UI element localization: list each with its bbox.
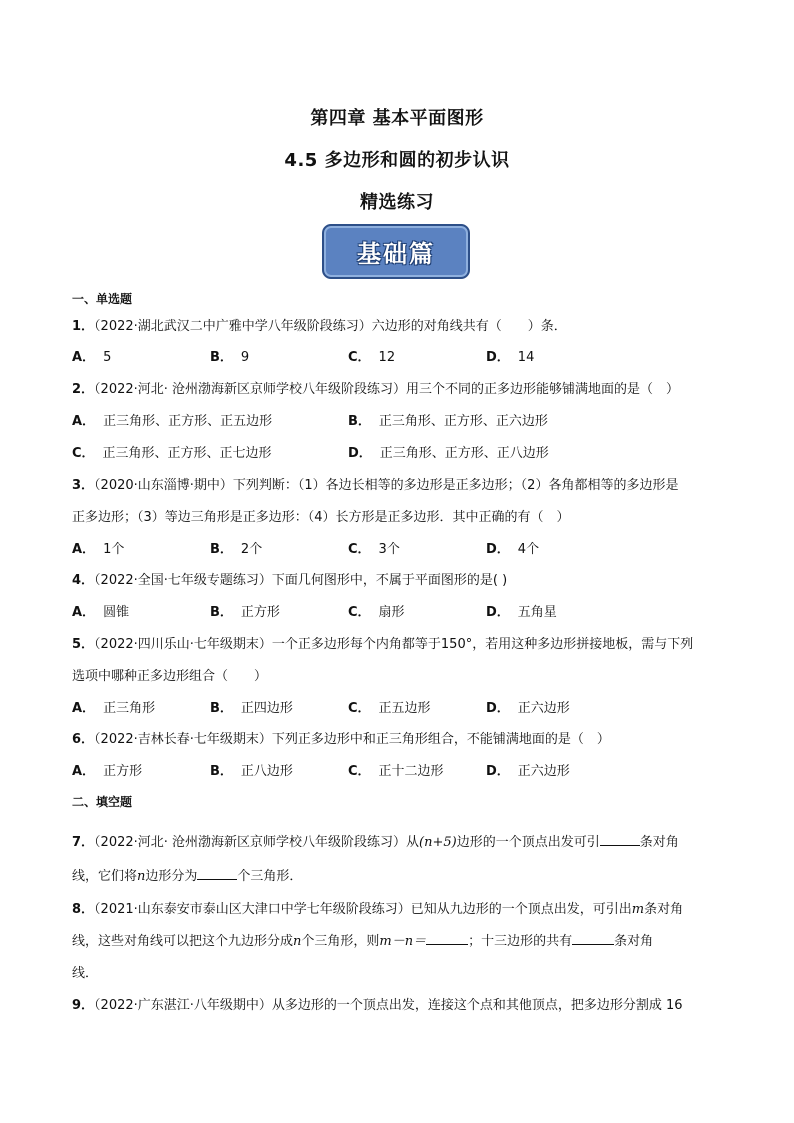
option-b: B． 2个 — [210, 542, 263, 557]
question-8: 8．（2021·山东泰安市泰山区大津口中学七年级阶段练习）已知从九边形的一个顶点出发，可引出m条对角 — [72, 902, 684, 917]
question-1 — [72, 315, 724, 334]
question-5: 5．（2022·四川乐山·七年级期末）一个正多边形每个内角都等于150°，若用这种多边形拼接地板，需与下列 — [72, 637, 694, 652]
option-a: A． 5 — [72, 350, 112, 365]
answer-blank[interactable] — [426, 932, 468, 945]
question-number: 1． — [72, 319, 95, 334]
option-d: D． 4个 — [486, 542, 540, 557]
question-7: 7．（2022·河北· 沧州渤海新区京师学校八年级阶段练习）从(n+5)边形的一个顶点出发可引 条对角 — [72, 835, 679, 850]
chapter-title: 第四章 基本平面图形 — [310, 108, 484, 129]
option-a: A． 正三角形 — [72, 701, 156, 716]
question-6: 6．（2022·吉林长春·七年级期末）下列正多边形中和正三角形组合，不能铺满地面的是（ ） — [72, 732, 610, 747]
answer-blank[interactable] — [197, 867, 237, 880]
question-3-continued: 正多边形；（3）等边三角形是正多边形：（4）长方形是正多边形．其中正确的有（ ） — [72, 510, 570, 525]
level-badge-label: 基础篇 — [357, 239, 435, 268]
option-b: B． 9 — [210, 350, 250, 365]
question-3: 3．（2020·山东淄博·期中）下列判断：（1）各边长相等的多边形是正多边形；（2）各角都相等的多边形是 — [72, 478, 679, 493]
answer-blank[interactable] — [572, 932, 614, 945]
question-2: 2．（2022·河北· 沧州渤海新区京师学校八年级阶段练习）用三个不同的正多边形能够铺满地面的是（ ） — [72, 382, 680, 397]
question-7-continued: 线，它们将n边形分为 个三角形． — [72, 869, 303, 884]
section-heading-fill-blank: 二、填空题 — [72, 795, 133, 809]
question-9: 9．（2022·广东湛江·八年级期中）从多边形的一个顶点出发，连接这个点和其他顶点，把多边形分割成 16 — [72, 998, 683, 1013]
option-d: D． 正三角形、正方形、正八边形 — [348, 446, 549, 461]
question-source: （2022·湖北武汉二中广雅中学八年级阶段练习） — [94, 319, 372, 334]
question-4: 4．（2022·全国·七年级专题练习）下面几何图形中，不属于平面图形的是( ) — [72, 573, 508, 588]
option-a: A． 正方形 — [72, 764, 143, 779]
option-a: A． 正三角形、正方形、正五边形 — [72, 414, 273, 429]
option-c: C． 扇形 — [348, 605, 405, 620]
option-c: C． 正十二边形 — [348, 764, 444, 779]
option-c: C． 正三角形、正方形、正七边形 — [72, 446, 272, 461]
section-heading-single-choice: 一、单选题 — [72, 292, 133, 306]
option-a: A． 圆锥 — [72, 605, 130, 620]
option-b: B． 正四边形 — [210, 701, 293, 716]
option-b: B． 正方形 — [210, 605, 280, 620]
answer-blank[interactable] — [600, 833, 640, 846]
subtitle: 精选练习 — [360, 192, 434, 213]
option-d: D． 正六边形 — [486, 701, 570, 716]
option-c: C． 3个 — [348, 542, 400, 557]
option-d: D． 正六边形 — [486, 764, 570, 779]
option-c: C． 12 — [348, 350, 396, 365]
option-d: D． 五角星 — [486, 605, 557, 620]
question-8-end: 线． — [72, 966, 99, 981]
option-b: B． 正三角形、正方形、正六边形 — [348, 414, 548, 429]
option-d: D． 14 — [486, 350, 535, 365]
level-badge — [322, 224, 470, 279]
option-a: A． 1个 — [72, 542, 125, 557]
question-text: 六边形的对角线共有（ ）条． — [371, 319, 567, 334]
question-5-continued: 选项中哪种正多边形组合（ ） — [72, 669, 268, 684]
option-c: C． 正五边形 — [348, 701, 431, 716]
question-8-continued: 线，这些对角线可以把这个九边形分成n个三角形，则m－n＝ ；十三边形的共有 条对角 — [72, 934, 654, 949]
option-b: B． 正八边形 — [210, 764, 293, 779]
section-title: 4.5 多边形和圆的初步认识 — [284, 150, 510, 171]
